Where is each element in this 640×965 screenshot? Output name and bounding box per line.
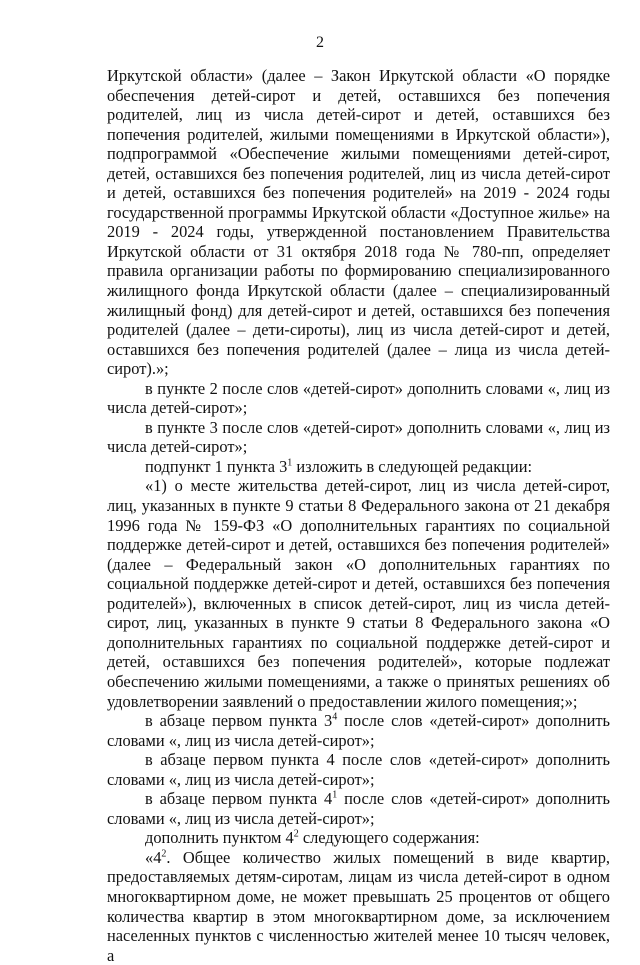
paragraph [107,66,610,379]
paragraph-text: . Общее количество жилых помещений в виде квартир, предоставляемых детям-сиротам, лицам из числа детей-сирот в одном многоквартирном доме, не может превышать 25 процентов от общего количества квартир в этом многоквартирном доме, за исключением населенных пунктов с численностью жителей менее 10 тысяч человек, а [107,847,610,965]
superscript: 1 [287,457,293,469]
paragraph [107,848,610,965]
paragraph-text: в абзаце первом пункта 3 [145,711,333,731]
paragraph [107,457,610,477]
superscript: 4 [332,711,338,723]
paragraph-text: в пункте 3 после слов «детей-сирот» дополнить словами «, лиц из числа детей-сирот»; [107,417,610,457]
paragraph-text: после слов «детей-сирот» дополнить словами «, лиц из числа детей-сирот»; [107,789,610,828]
paragraph [107,750,610,789]
document-body [107,66,610,965]
paragraph-text: подпункт 1 пункта 3 [145,456,288,476]
paragraph [107,828,610,848]
paragraph-text: «4 [145,847,162,867]
superscript: 1 [332,789,338,801]
paragraph-text: в абзаце первом пункта 4 после слов «детей-сирот» дополнить словами «, лиц из числа детей-сирот»; [107,750,610,789]
paragraph-text: «1) о месте жительства детей-сирот, лиц из числа детей-сирот, лиц, указанных в пункте 9 статьи 8 Федерального закона от 21 декабря 1996 года № 159-ФЗ «О дополнительных гарантиях по социальной поддержке детей-сирот и детей, оставшихся без попечения родителей» (далее – Федеральный закон «О дополнительных гарантиях по социальной поддержке детей-сирот и детей, оставшихся без попечения родителей»), включенных в список детей-сирот, лиц из числа детей-сирот, лиц, указанных в пункте 9 статьи 8 Федерального закона «О дополнительных гарантиях по социальной поддержке детей-сирот и детей, оставшихся без попечения родителей», которые подлежат обеспечению жилыми помещениями, а также о принятых решениях об удовлетворении заявлений о предоставлении жилого помещения;»; [107,476,610,711]
paragraph-text: изложить в следующей редакции: [292,456,533,476]
paragraph [107,379,610,418]
paragraph-text: в пункте 2 после слов «детей-сирот» дополнить словами «, лиц из числа детей-сирот»; [107,378,610,418]
paragraph-text: в абзаце первом пункта 4 [145,789,333,809]
superscript: 2 [293,828,299,840]
paragraph-text: следующего содержания: [298,828,480,848]
paragraph [107,476,610,711]
paragraph [107,711,610,750]
superscript: 2 [161,848,167,860]
paragraph-text: дополнить пунктом 4 [145,828,294,848]
paragraph [107,789,610,828]
paragraph-text: после слов «детей-сирот» дополнить словами «, лиц из числа детей-сирот»; [107,711,610,750]
paragraph [107,418,610,457]
paragraph-text: Иркутской области» (далее – Закон Иркутской области «О порядке обеспечения детей-сирот и детей, оставшихся без попечения родителей, лиц из числа детей-сирот и детей, оставшихся без попечения родителей, жилыми помещениями в Иркутской области»), подпрограммой «Обеспечение жилыми помещениями детей-сирот, детей, оставшихся без попечения родителей, лиц из числа детей-сирот и детей, оставшихся без попечения родителей» на 2019 - 2024 годы государственной программы Иркутской области «Доступное жилье» на 2019 - 2024 годы, утвержденной постановлением Правительства Иркутской области от 31 октября 2018 года № 780-пп, определяет правила организации работы по формированию специализированного жилищного фонда Иркутской области (далее – специализированный жилищный фонд) для детей-сирот и детей, оставшихся без попечения родителей (далее – дети-сироты), лиц из числа детей-сирот и детей, оставшихся без попечения родителей (далее – лица из числа детей-сирот).»; [107,66,610,379]
page-number: 2 [316,34,324,51]
